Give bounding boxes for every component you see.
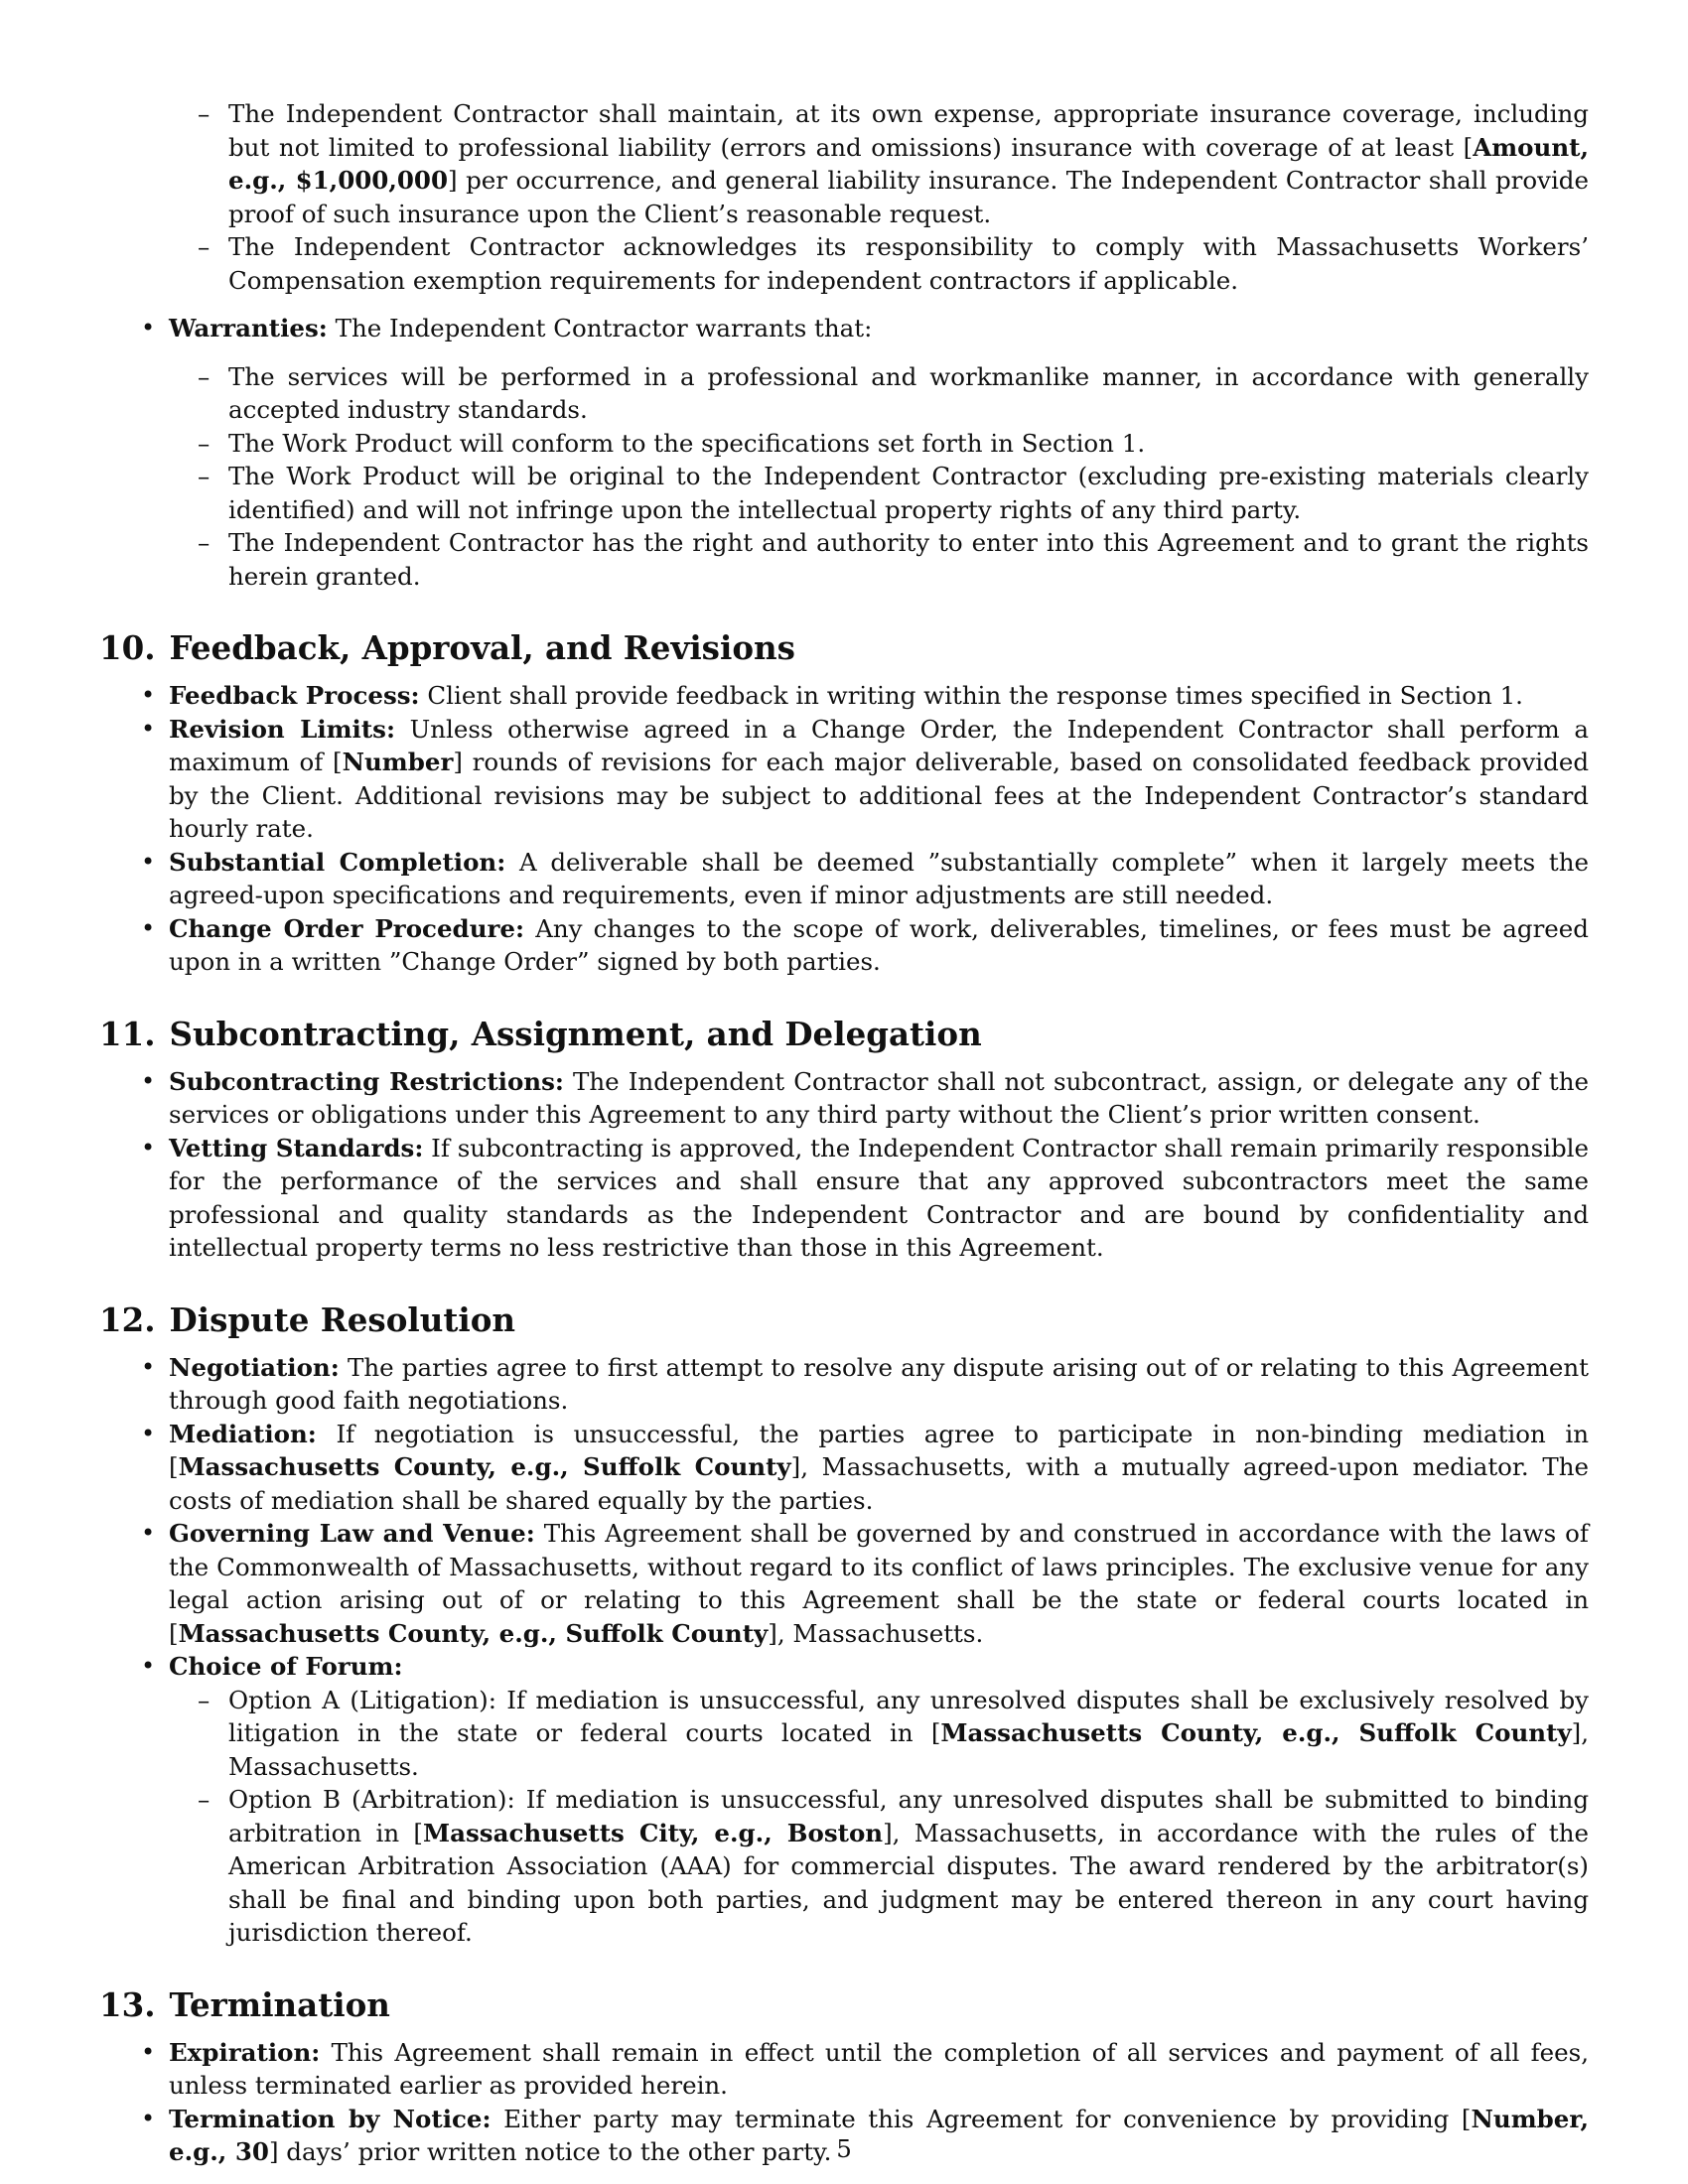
section-heading-13: 13. Termination bbox=[99, 1984, 390, 2024]
list-item: • Revision Limits: Unless otherwise agreed in a Change Order, the Independent Contractor shall perform a maximum of [Number] rounds of revisions for each major deliverable, based on consolidated feedback provided by the Client. Additional revisions may be subject to additional fees at the Independent Contractor’s standard hourly rate. bbox=[169, 713, 1589, 846]
insurance-list bbox=[99, 97, 1589, 297]
list-item: • Vetting Standards: If subcontracting is approved, the Independent Contractor shall remain primarily responsible for the performance of the services and shall ensure that any approved subcontractors meet the same professional and quality standards as the Independent Contractor and are bound by confidentiality and intellectual property terms no less restrictive than those in this Agreement. bbox=[169, 1132, 1589, 1265]
list-item: • Substantial Completion: A deliverable shall be deemed ”substantially complete” when it largely meets the agreed-upon specifications and requirements, even if minor adjustments are still needed. bbox=[169, 846, 1589, 912]
warranty-item: – The Work Product will be original to the Independent Contractor (excluding pre-existing materials clearly identified) and will not infringe upon the intellectual property rights of any third party. bbox=[228, 460, 1589, 526]
section-heading-11: 11. Subcontracting, Assignment, and Delegation bbox=[99, 1014, 982, 1053]
list-item: • Termination by Notice: Either party may terminate this Agreement for convenience by providing [Number, e.g., 30] days’ prior written notice to the other party. bbox=[169, 2103, 1589, 2169]
list-item: • Choice of Forum: – Option A (Litigation): If mediation is unsuccessful, any unresolved disputes shall be exclusively resolved by litigation in the state or federal courts located in [Massachusetts County, e.g., Suffolk County], Massachusetts. – Option B (Arbitration): If mediation is unsuccessful, any unresolved disputes shall be submitted to binding arbitration in [Massachusetts City, e.g., Boston], Massachusetts, in accordance with the rules of the American Arbitration Association (AAA) for commercial disputes. The award rendered by the arbitrator(s) shall be final and binding upon both parties, and judgment may be entered thereon in any court having jurisdiction thereof. bbox=[169, 1650, 1589, 1950]
forum-options-list bbox=[169, 1684, 1589, 1950]
warranties-sublist bbox=[169, 360, 1589, 594]
list-item: • Expiration: This Agreement shall remain in effect until the completion of all services and payment of all fees, unless terminated earlier as provided herein. bbox=[169, 2036, 1589, 2103]
insurance-item: – The Independent Contractor shall maintain, at its own expense, appropriate insurance coverage, including but not limited to professional liability (errors and omissions) insurance with coverage of at least [Amount, e.g., $1,000,000] per occurrence, and general liability insurance. The Independent Contractor shall provide proof of such insurance upon the Client’s reasonable request. bbox=[228, 97, 1589, 230]
list-item: • Negotiation: The parties agree to first attempt to resolve any dispute arising out of or relating to this Agreement through good faith negotiations. bbox=[169, 1351, 1589, 1418]
warranties-label: Warranties: bbox=[169, 314, 328, 342]
warranty-item: – The Independent Contractor has the right and authority to enter into this Agreement and to grant the rights herein granted. bbox=[228, 526, 1589, 593]
list-item: • Mediation: If negotiation is unsuccessful, the parties agree to participate in non-binding mediation in [Massachusetts County, e.g., Suffolk County], Massachusetts, with a mutually agreed-upon mediator. The costs of mediation shall be shared equally by the parties. bbox=[169, 1418, 1589, 1518]
warranty-item: – The services will be performed in a professional and workmanlike manner, in accordance with generally accepted industry standards. bbox=[228, 360, 1589, 427]
warranties-item: • Warranties: The Independent Contractor warrants that: – The services will be performed in a professional and workmanlike manner, in accordance with generally accepted industry standards. – The Work Product will conform to the specifications set forth in Section 1. – The Work Product will be original to the Independent Contractor (excluding pre-existing materials clearly identified) and will not infringe upon the intellectual property rights of any third party. – The Independent Contractor has the right and authority to enter into this Agreement and to grant the rights herein granted. bbox=[169, 312, 1589, 593]
insurance-item: – The Independent Contractor acknowledges its responsibility to comply with Massachusetts Workers’ Compensation exemption requirements for independent contractors if applicable. bbox=[228, 230, 1589, 297]
section-heading-12: 12. Dispute Resolution bbox=[99, 1299, 516, 1339]
forum-option: – Option A (Litigation): If mediation is unsuccessful, any unresolved disputes shall be exclusively resolved by litigation in the state or federal courts located in [Massachusetts County, e.g., Suffolk County], Massachusetts. bbox=[228, 1684, 1589, 1784]
list-item: • Change Order Procedure: Any changes to the scope of work, deliverables, timelines, or fees must be agreed upon in a written ”Change Order” signed by both parties. bbox=[169, 912, 1589, 979]
warranties-list bbox=[99, 312, 1589, 593]
section-heading-10: 10. Feedback, Approval, and Revisions bbox=[99, 628, 795, 667]
page-number: 5 bbox=[836, 2134, 852, 2163]
list-item: • Governing Law and Venue: This Agreement shall be governed by and construed in accordance with the laws of the Commonwealth of Massachusetts, without regard to its conflict of laws principles. The exclusive venue for any legal action arising out of or relating to this Agreement shall be the state or federal courts located in [Massachusetts County, e.g., Suffolk County], Massachusetts. bbox=[169, 1517, 1589, 1650]
forum-option: – Option B (Arbitration): If mediation is unsuccessful, any unresolved disputes shall be submitted to binding arbitration in [Massachusetts City, e.g., Boston], Massachusetts, in accordance with the rules of the American Arbitration Association (AAA) for commercial disputes. The award rendered by the arbitrator(s) shall be final and binding upon both parties, and judgment may be entered thereon in any court having jurisdiction thereof. bbox=[228, 1783, 1589, 1950]
warranty-item: – The Work Product will conform to the specifications set forth in Section 1. bbox=[228, 427, 1589, 461]
section-11-list bbox=[99, 1065, 1589, 1265]
section-10-list bbox=[99, 679, 1589, 979]
section-12-list bbox=[99, 1351, 1589, 1950]
list-item: • Feedback Process: Client shall provide feedback in writing within the response times specified in Section 1. bbox=[169, 679, 1589, 713]
document-page bbox=[99, 97, 1589, 2169]
list-item: • Subcontracting Restrictions: The Independent Contractor shall not subcontract, assign, or delegate any of the services or obligations under this Agreement to any third party without the Client’s prior written consent. bbox=[169, 1065, 1589, 1132]
